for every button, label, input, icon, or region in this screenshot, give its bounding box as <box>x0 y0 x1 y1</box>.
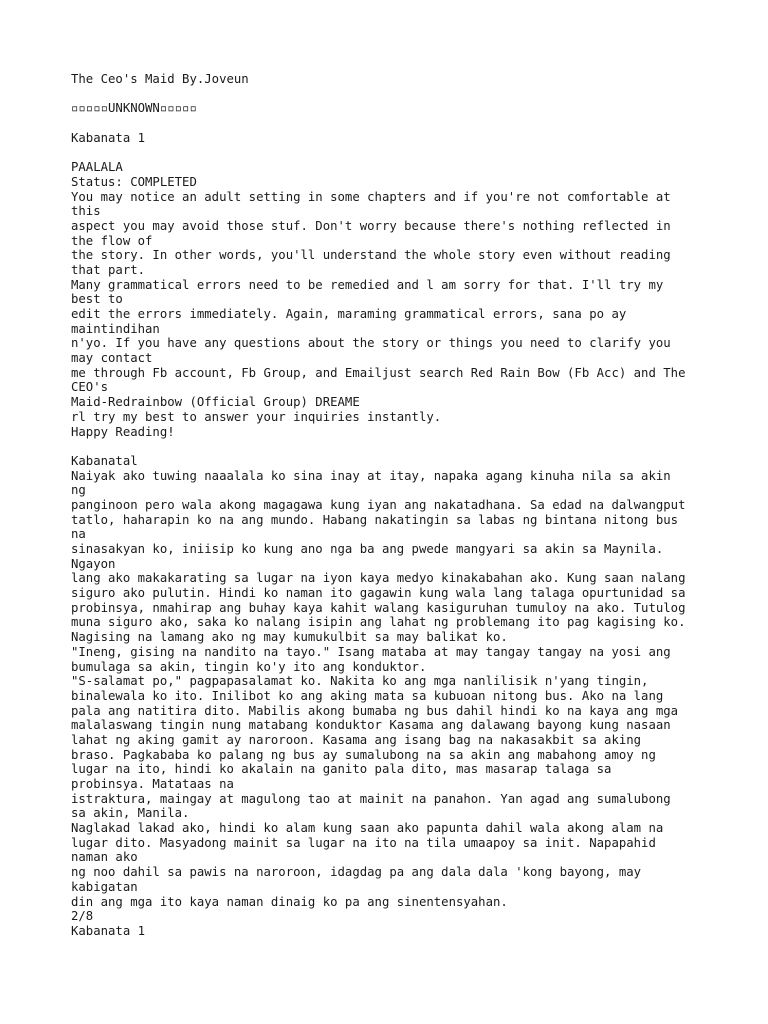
chapter-label: Kabanatal <box>71 453 138 468</box>
footer-heading: Kabanata 1 <box>71 923 146 938</box>
body-line: na <box>71 527 86 542</box>
body-line: "S-salamat po," pagpapasalamat ko. Nakita ko ang mga nanlilisik n'yang tingin, <box>71 674 649 689</box>
body-line: sa akin, Manila. <box>71 806 190 821</box>
body-line: probinsya, nmahirap ang buhay kaya kahit walang kasiguruhan tumuloy na ako. Tutulog <box>71 600 686 615</box>
document-page <box>71 72 711 939</box>
page-number: 2/8 <box>71 909 94 924</box>
notice-line: aspect you may avoid those stuf. Don't worry because there's nothing reflected in <box>71 218 671 233</box>
body-line: istraktura, maingay at magulong tao at mainit na panahon. Yan agad ang sumalubong <box>71 791 671 806</box>
notice-line: edit the errors immediately. Again, maraming grammatical errors, sana po ay <box>71 307 627 321</box>
notice-line: You may notice an adult setting in some chapters and if you're not comfortable at <box>71 189 671 204</box>
notice-line: best to <box>71 292 123 307</box>
notice-line: the flow of <box>71 233 153 248</box>
body-line: lahat ng aking gamit ay naroroon. Kasama ang isang bag na nakasakbit sa aking <box>71 732 642 747</box>
body-line: braso. Pagkababa ko palang ng bus ay sumalubong na sa akin ang mabahong amoy ng <box>71 747 656 762</box>
document-title: The Ceo's Maid By.Joveun <box>71 72 249 86</box>
spacer <box>71 439 711 454</box>
body-line: malalaswang tingin nung matabang konduktor Kasama ang dalawang bayong kung nasaan <box>71 718 671 733</box>
author-banner: ▫▫▫▫▫UNKNOWN▫▫▫▫▫ <box>71 101 197 116</box>
body-line: lugar na ito, hindi ko akalain na ganito pala dito, mas masarap talaga sa <box>71 762 612 777</box>
notice-line: this <box>71 204 101 219</box>
notice-block <box>71 175 711 439</box>
spacer <box>71 116 711 131</box>
body-line: lang ako makakarating sa lugar na iyon kaya medyo kinakabahan ako. Kung saan nalang <box>71 571 686 586</box>
notice-line: the story. In other words, you'll understand the whole story even without reading <box>71 248 671 263</box>
chapter-heading: Kabanata 1 <box>71 130 146 145</box>
notice-line: n'yo. If you have any questions about the story or things you need to clarify you <box>71 336 671 351</box>
body-line: naman ako <box>71 850 138 865</box>
body-line: Naiyak ako tuwing naaalala ko sina inay at itay, napaka agang kinuha nila sa akin <box>71 468 671 483</box>
body-line: kabigatan <box>71 879 138 894</box>
body-line: panginoon pero wala akong magagawa kung iyan ang nakatadhana. Sa edad na dalwangput <box>71 497 686 512</box>
body-line: ng <box>71 483 86 498</box>
body-line: muna siguro ako, saka ko nalang isipin ang lahat ng problemang ito pag kagising ko. <box>71 615 686 630</box>
body-line: bumulaga sa akin, tingin ko'y ito ang konduktor. <box>71 659 427 674</box>
notice-line: rl try my best to answer your inquiries instantly. <box>71 409 442 424</box>
body-line: Naglakad lakad ako, hindi ko alam kung saan ako papunta dahil wala akong alam na <box>71 821 664 836</box>
body-line: pala ang natitira dito. Mabilis akong bumaba ng bus dahil hindi ko na kaya ang mga <box>71 703 679 718</box>
body-line: sinasakyan ko, iniisip ko kung ano nga ba ang pwede mangyari sa akin sa Maynila. <box>71 542 664 556</box>
notice-line: that part. <box>71 262 146 277</box>
body-text <box>71 469 711 910</box>
body-line: Nagising na lamang ako ng may kumukulbit sa may balikat ko. <box>71 630 508 645</box>
body-line: binalewala ko ito. Inilibot ko ang aking mata sa kubuoan nitong bus. Ako na lang <box>71 688 664 703</box>
notice-line: Status: COMPLETED <box>71 174 197 189</box>
notice-line: CEO's <box>71 380 109 395</box>
body-line: Ngayon <box>71 556 116 571</box>
notice-label: PAALALA <box>71 160 123 175</box>
notice-line: maintindihan <box>71 321 160 336</box>
body-line: probinsya. Matataas na <box>71 777 234 791</box>
body-line: "Ineng, gising na nandito na tayo." Isang mataba at may tangay tangay na yosi ang <box>71 644 671 659</box>
spacer <box>71 87 711 102</box>
body-line: siguro ako pulutin. Hindi ko naman ito gagawin kung wala lang talaga opurtunidad sa <box>71 586 686 601</box>
notice-line: Many grammatical errors need to be remedied and l am sorry for that. I'll try my <box>71 277 664 292</box>
notice-line: Maid-Redrainbow (Official Group) DREAME <box>71 395 360 410</box>
notice-line: Happy Reading! <box>71 424 175 439</box>
spacer <box>71 145 711 160</box>
notice-line: me through Fb account, Fb Group, and Emailjust search Red Rain Bow (Fb Acc) and The <box>71 365 686 380</box>
body-line: lugar dito. Masyadong mainit sa lugar na ito na tila umaapoy sa init. Napapahid <box>71 835 656 850</box>
body-line: ng noo dahil sa pawis na naroroon, idagdag pa ang dala dala 'kong bayong, may <box>71 865 642 880</box>
body-line: din ang mga ito kaya naman dinaig ko pa ang sinentensyahan. <box>71 894 508 909</box>
body-line: tatlo, haharapin ko na ang mundo. Habang nakatingin sa labas ng bintana nitong bus <box>71 512 679 527</box>
notice-line: may contact <box>71 351 153 366</box>
